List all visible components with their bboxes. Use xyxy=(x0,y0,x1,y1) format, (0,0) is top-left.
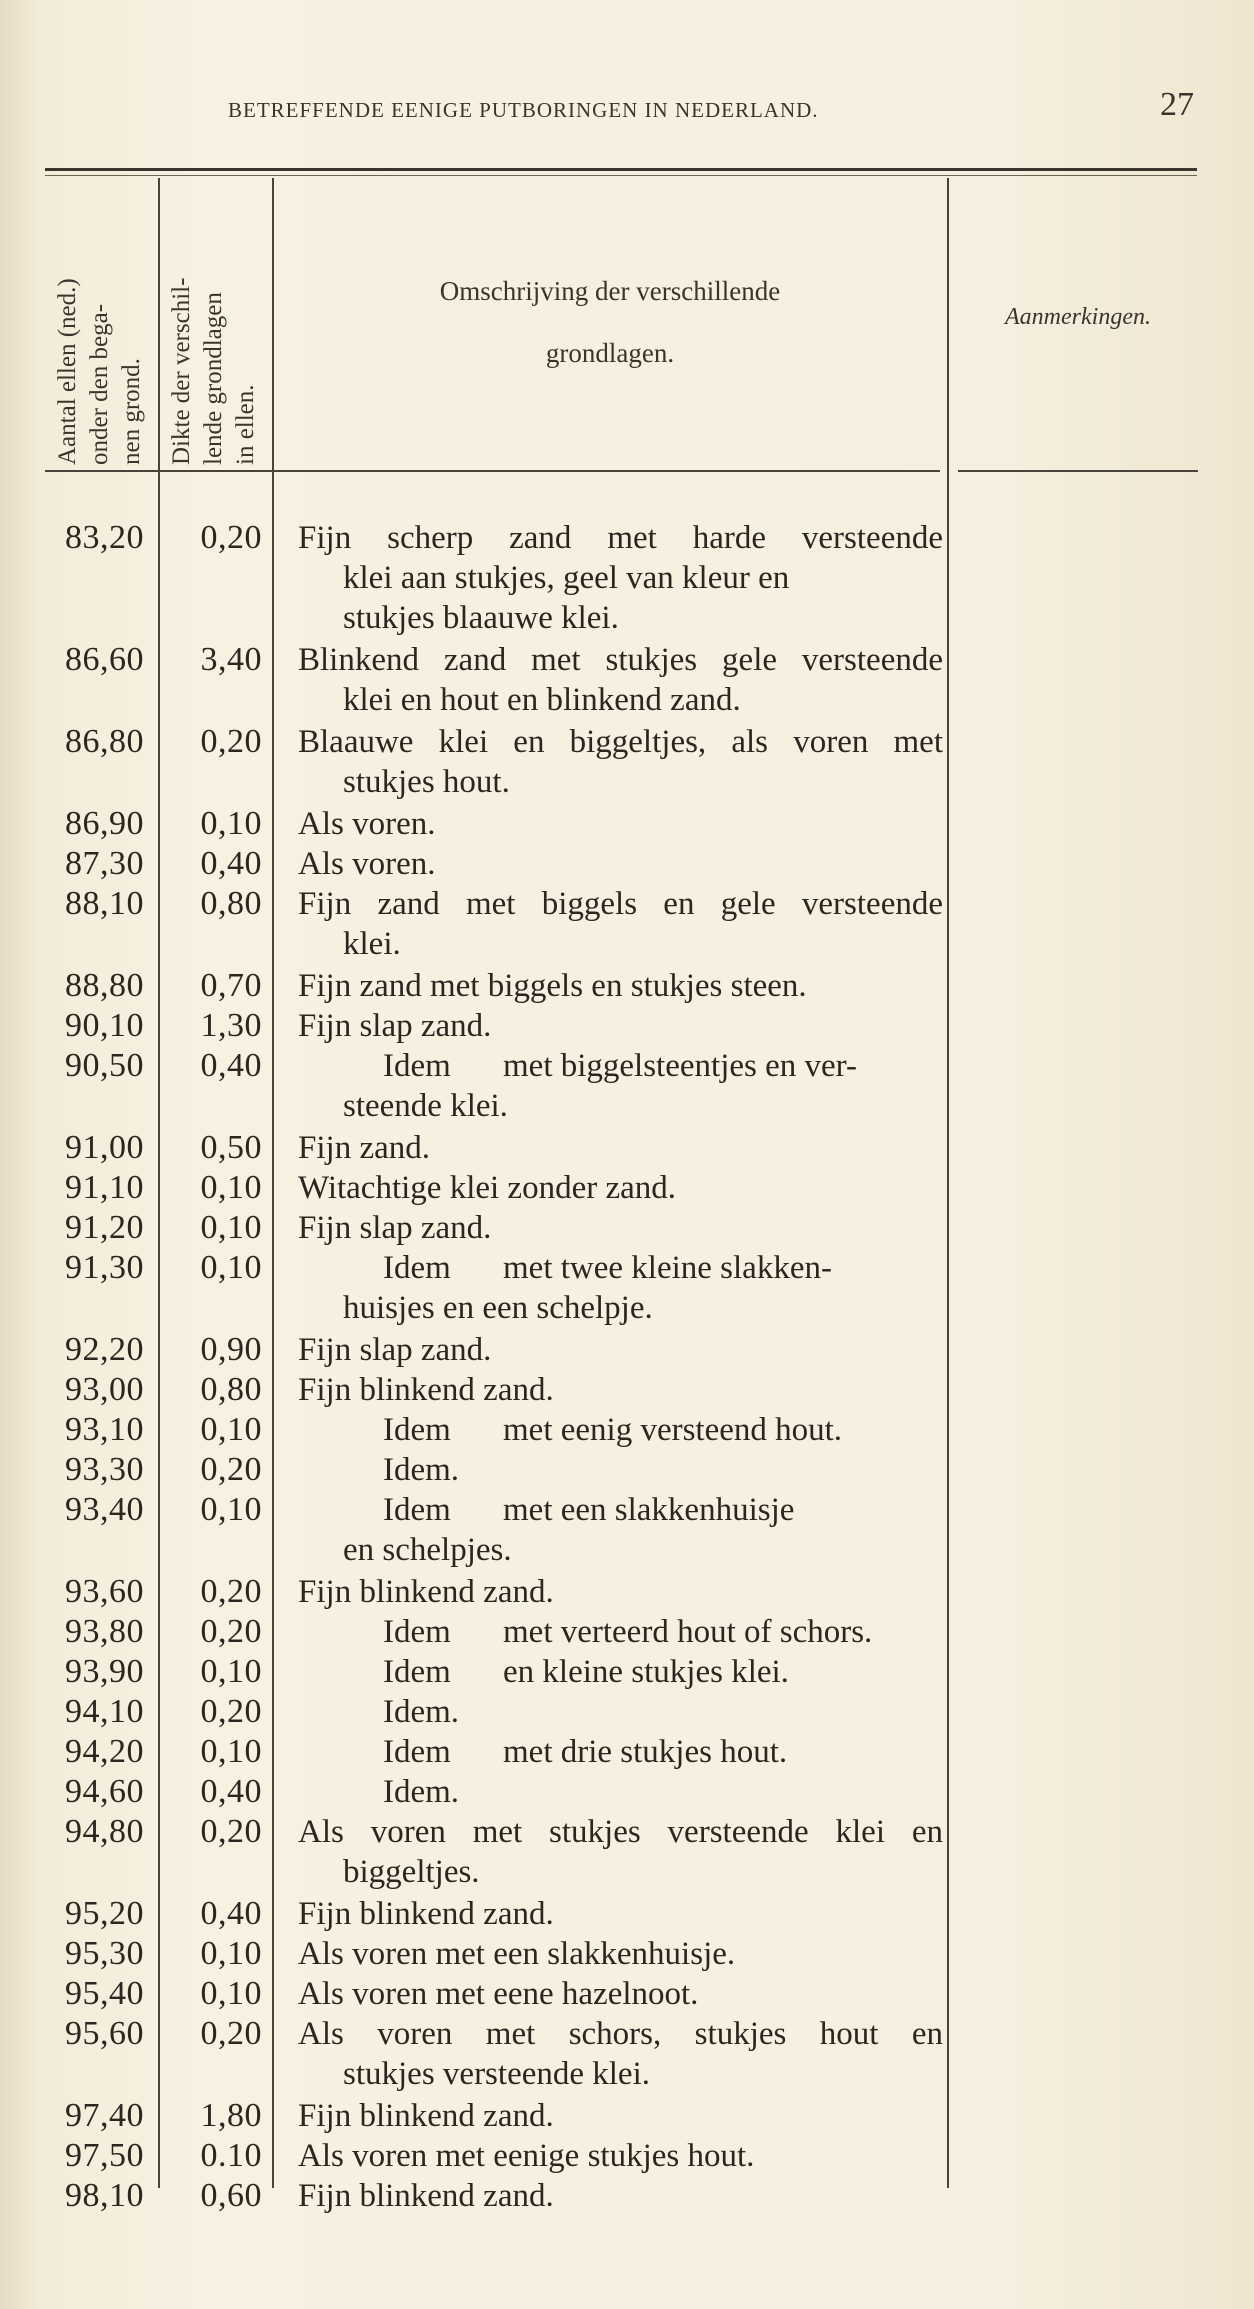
thickness-value: 0,20 xyxy=(200,1693,262,1730)
description-line xyxy=(298,1732,943,1772)
idem-text: met drie stukjes hout. xyxy=(503,1734,788,1770)
depth-value: 91,00 xyxy=(65,1129,144,1166)
thickness-value: 1,80 xyxy=(200,2097,262,2134)
description-line xyxy=(298,1450,943,1490)
thickness-value: 0,40 xyxy=(200,1047,262,1084)
idem-lead: Idem. xyxy=(383,1452,460,1488)
description xyxy=(298,1612,943,1652)
description-line: huisjes en een schelpje. xyxy=(343,1290,653,1326)
depth-value: 94,60 xyxy=(65,1773,144,1810)
idem-lead: Idem xyxy=(383,1412,451,1448)
description-line xyxy=(298,1046,943,1086)
idem-lead: Idem xyxy=(383,1614,451,1650)
thickness-value: 0,10 xyxy=(200,1411,262,1448)
description-line: Fijn blinkend zand. xyxy=(298,1574,554,1610)
depth-value: 98,10 xyxy=(65,2177,144,2214)
thickness-value: 1,30 xyxy=(200,1007,262,1044)
description xyxy=(298,1370,943,1410)
description xyxy=(298,2136,943,2176)
description-line xyxy=(298,1612,943,1652)
description-line: Fijn blinkend zand. xyxy=(298,2098,554,2134)
description xyxy=(298,1812,943,1892)
thickness-value: 0,20 xyxy=(200,1451,262,1488)
description xyxy=(298,1772,943,1812)
depth-value: 94,20 xyxy=(65,1733,144,1770)
depth-value: 86,80 xyxy=(65,723,144,760)
description xyxy=(298,804,943,844)
description xyxy=(298,2176,943,2216)
description-line: biggeltjes. xyxy=(343,1854,480,1890)
thickness-value: 0,10 xyxy=(200,1935,262,1972)
thickness-value: 0,10 xyxy=(200,1249,262,1286)
description-line: Fijn slap zand. xyxy=(298,1008,492,1044)
depth-value: 93,30 xyxy=(65,1451,144,1488)
depth-value: 93,40 xyxy=(65,1491,144,1528)
description xyxy=(298,722,943,802)
depth-value: 91,30 xyxy=(65,1249,144,1286)
idem-lead: Idem. xyxy=(383,1774,460,1810)
description xyxy=(298,1490,943,1570)
depth-value: 91,20 xyxy=(65,1209,144,1246)
thickness-value: 0,10 xyxy=(200,805,262,842)
description xyxy=(298,1168,943,1208)
depth-value: 93,90 xyxy=(65,1653,144,1690)
thickness-value: 0.10 xyxy=(200,2137,262,2174)
thickness-value: 0,10 xyxy=(200,1975,262,2012)
description-line: Blaauwe klei en biggeltjes, als voren met xyxy=(298,724,943,760)
thickness-value: 0,20 xyxy=(200,1573,262,1610)
depth-value: 91,10 xyxy=(65,1169,144,1206)
idem-lead: Idem xyxy=(383,1250,451,1286)
header-depth: Aantal ellen (ned.) onder den bega- nen grond. xyxy=(54,278,145,465)
idem-text: met een slakkenhuisje xyxy=(503,1492,795,1528)
idem-text: met biggelsteentjes en ver- xyxy=(503,1048,857,1084)
description xyxy=(298,1128,943,1168)
depth-value: 93,10 xyxy=(65,1411,144,1448)
header-description-line1: Omschrijving der verschillende xyxy=(439,276,781,306)
description-line: Als voren. xyxy=(298,846,436,882)
description-line: klei aan stukjes, geel van kleur en xyxy=(343,560,790,596)
description-line: stukjes versteende klei. xyxy=(343,2056,650,2092)
table-top-rule-thin xyxy=(45,175,1197,176)
idem-lead: Idem xyxy=(383,1734,451,1770)
description xyxy=(298,1732,943,1772)
description xyxy=(298,640,943,720)
description-line: Als voren met stukjes versteende klei en xyxy=(298,1814,943,1850)
thickness-value: 0,10 xyxy=(200,1491,262,1528)
thickness-value: 0,80 xyxy=(200,885,262,922)
description-line: Als voren met eene hazelnoot. xyxy=(298,1976,699,2012)
table-top-rule xyxy=(45,168,1197,171)
depth-value: 95,60 xyxy=(65,2015,144,2052)
depth-value: 93,60 xyxy=(65,1573,144,1610)
depth-value: 86,60 xyxy=(65,641,144,678)
idem-text: en kleine stukjes klei. xyxy=(503,1654,789,1690)
description-line: Fijn scherp zand met harde versteende xyxy=(298,520,943,556)
header-remarks: Aanmerkingen. xyxy=(1005,304,1151,330)
description-line: klei. xyxy=(343,926,401,962)
description xyxy=(298,2096,943,2136)
header-thickness: Dikte der verschil- lende grondlagen in ellen. xyxy=(168,277,259,465)
description-line: Witachtige klei zonder zand. xyxy=(298,1170,677,1206)
description xyxy=(298,1330,943,1370)
thickness-value: 0,50 xyxy=(200,1129,262,1166)
depth-value: 87,30 xyxy=(65,845,144,882)
depth-value: 88,10 xyxy=(65,885,144,922)
idem-lead: Idem xyxy=(383,1654,451,1690)
description xyxy=(298,2014,943,2094)
thickness-value: 0,80 xyxy=(200,1371,262,1408)
depth-value: 93,80 xyxy=(65,1613,144,1650)
description xyxy=(298,1934,943,1974)
description-line: Als voren met schors, stukjes hout en xyxy=(298,2016,943,2052)
depth-value: 95,30 xyxy=(65,1935,144,1972)
header-description-line2: grondlagen. xyxy=(545,338,675,368)
description xyxy=(298,1208,943,1248)
description-line xyxy=(298,1410,943,1450)
description-line: Fijn slap zand. xyxy=(298,1210,492,1246)
thickness-value: 3,40 xyxy=(200,641,262,678)
idem-text: met eenig versteend hout. xyxy=(503,1412,843,1448)
depth-value: 94,10 xyxy=(65,1693,144,1730)
description-line: klei en hout en blinkend zand. xyxy=(343,682,741,718)
description xyxy=(298,1006,943,1046)
thickness-value: 0,20 xyxy=(200,723,262,760)
thickness-value: 0,90 xyxy=(200,1331,262,1368)
thickness-value: 0,20 xyxy=(200,1613,262,1650)
description xyxy=(298,1248,943,1328)
depth-value: 94,80 xyxy=(65,1813,144,1850)
depth-value: 93,00 xyxy=(65,1371,144,1408)
thickness-value: 0,60 xyxy=(200,2177,262,2214)
description-line: steende klei. xyxy=(343,1088,508,1124)
description xyxy=(298,966,943,1006)
thickness-value: 0,10 xyxy=(200,1733,262,1770)
column-rule-3 xyxy=(947,178,949,2188)
description-line xyxy=(298,1772,943,1812)
description xyxy=(298,884,943,964)
depth-value: 88,80 xyxy=(65,967,144,1004)
description-line: Als voren met een slakkenhuisje. xyxy=(298,1936,736,1972)
description xyxy=(298,1652,943,1692)
idem-lead: Idem xyxy=(383,1492,451,1528)
depth-value: 83,20 xyxy=(65,519,144,556)
description-line xyxy=(298,1652,943,1692)
thickness-value: 0,20 xyxy=(200,519,262,556)
description-line: Fijn zand met biggels en gele versteende xyxy=(298,886,943,922)
description-line: Fijn blinkend zand. xyxy=(298,2178,554,2214)
description-line xyxy=(298,1692,943,1732)
description xyxy=(298,1572,943,1612)
thickness-value: 0,70 xyxy=(200,967,262,1004)
thickness-value: 0,40 xyxy=(200,845,262,882)
page-number: 27 xyxy=(1160,86,1194,123)
depth-value: 95,40 xyxy=(65,1975,144,2012)
description-line: stukjes hout. xyxy=(343,764,510,800)
depth-value: 90,10 xyxy=(65,1007,144,1044)
description-line: Fijn blinkend zand. xyxy=(298,1896,554,1932)
running-head: BETREFFENDE EENIGE PUTBORINGEN IN NEDERLAND. xyxy=(228,98,819,122)
description-line: Fijn blinkend zand. xyxy=(298,1372,554,1408)
description-line: Fijn slap zand. xyxy=(298,1332,492,1368)
thickness-value: 0,40 xyxy=(200,1773,262,1810)
description xyxy=(298,518,943,638)
depth-value: 97,50 xyxy=(65,2137,144,2174)
description xyxy=(298,1046,943,1126)
description xyxy=(298,844,943,884)
idem-lead: Idem xyxy=(383,1048,451,1084)
description-line: Fijn zand met biggels en stukjes steen. xyxy=(298,968,807,1004)
depth-value: 92,20 xyxy=(65,1331,144,1368)
thickness-value: 0,20 xyxy=(200,1813,262,1850)
description xyxy=(298,1410,943,1450)
description-line: Als voren. xyxy=(298,806,436,842)
description-line xyxy=(298,1490,943,1530)
depth-value: 95,20 xyxy=(65,1895,144,1932)
thickness-value: 0,20 xyxy=(200,2015,262,2052)
description-line: en schelpjes. xyxy=(343,1532,512,1568)
thickness-value: 0,10 xyxy=(200,1209,262,1246)
depth-value: 90,50 xyxy=(65,1047,144,1084)
column-rule-2 xyxy=(272,178,274,2188)
depth-value: 86,90 xyxy=(65,805,144,842)
thickness-value: 0,10 xyxy=(200,1653,262,1690)
description xyxy=(298,1692,943,1732)
description xyxy=(298,1894,943,1934)
idem-text: met twee kleine slakken- xyxy=(503,1250,832,1286)
depth-value: 97,40 xyxy=(65,2097,144,2134)
description-line: Fijn zand. xyxy=(298,1130,430,1166)
idem-lead: Idem. xyxy=(383,1694,460,1730)
description-line: stukjes blaauwe klei. xyxy=(343,600,619,636)
description-line: Als voren met eenige stukjes hout. xyxy=(298,2138,755,2174)
idem-text: met verteerd hout of schors. xyxy=(503,1614,873,1650)
description xyxy=(298,1974,943,2014)
thickness-value: 0,40 xyxy=(200,1895,262,1932)
column-rule-1 xyxy=(158,178,160,2188)
description-line: Blinkend zand met stukjes gele versteende xyxy=(298,642,943,678)
description xyxy=(298,1450,943,1490)
thickness-value: 0,10 xyxy=(200,1169,262,1206)
header-bottom-rule xyxy=(45,470,940,472)
description-line xyxy=(298,1248,943,1288)
header-bottom-rule-remarks xyxy=(958,470,1198,472)
